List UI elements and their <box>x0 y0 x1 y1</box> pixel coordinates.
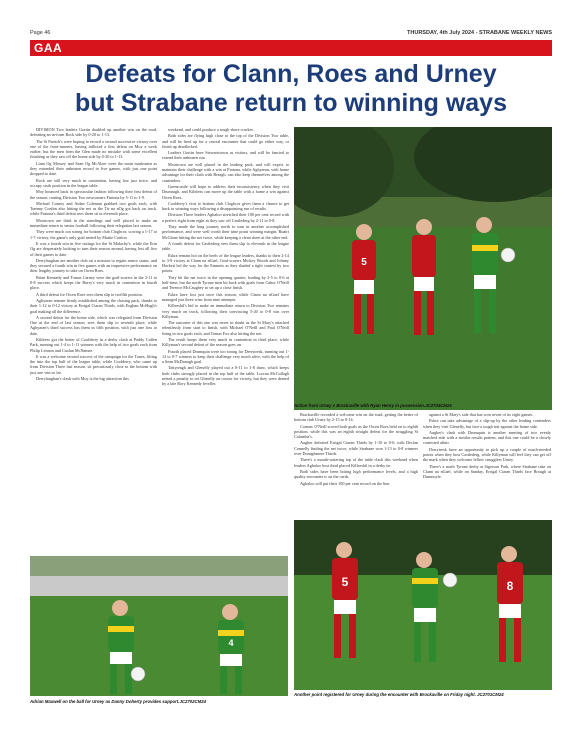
headline-line-1: Defeats for Clann, Roes and Urney <box>85 60 497 88</box>
article-paragraph: Eskra remain hot on the heels of the league leaders, thanks to their 2-14 to 3-9 victory at Clann na nGael. Goal-scorers Mickey Woods and Johnny Hackett led the way for the Emmets as they shaded a tight contest by two points. <box>162 252 289 274</box>
article-paragraph: DIVISION Two leaders Gortin doubled up another win on the road, defeating an in-form Rock side by 0-20 to 1-13. <box>30 127 157 138</box>
jersey-number-green: 4 <box>228 638 234 648</box>
issue-line: THURSDAY, 4th July 2024 - STRABANE WEEKLY NEWS <box>407 30 552 36</box>
article-column-3 <box>294 412 418 518</box>
photo-adrian-maxwell <box>30 556 288 696</box>
article-paragraph: weekend, and could produce a tough shore cracker. <box>168 127 254 132</box>
article-paragraph: Moortown are well placed in the leading pack, and will expect to maintain their challenge with a win at Fintona, while Aghyaran, with home advantage for their clash with Beragh, can also keep themselves among the contenders. <box>162 161 289 183</box>
article-paragraph: Tattyreagh and Glenelly played out a 0-11 to 1-8 draw, which keeps both clubs strongly placed in the top half of the table. Lorcan McCullagh netted a penalty to set Glenelly on course for victory, but they were denied by a late Rory Kennedy leveller. <box>162 365 289 387</box>
article-paragraph: Both sides have been hitting high performance levels, and a high quality encounter is on the cards. <box>294 468 418 480</box>
article-paragraph: The result keeps them very much in contention in third place, while Killyman's second defeat of the season goes on. <box>162 336 289 348</box>
article-paragraph: Division Three leaders Aghaloo stretched their 100 per cent record with a perfect eight from eight as they saw off Castlederg by 2-11 to 0-8. <box>162 212 289 223</box>
article-paragraph: Liam Og Mossey and Sean Og McAleer were the main marksmen as they extended their unbeaten record to five games, with just one point dropped to date. <box>30 160 157 177</box>
caption-bottom-left: Adrian Maxwell on the ball for Urney as Danny Doherty provides support.JC2702CM24 <box>30 699 206 704</box>
article-paragraph: Aghaloo will put their 100 per cent record on the line <box>300 480 390 486</box>
article-paragraph: Moortown are third in the standings and well placed to make an immediate return to senior football following their relegation last season. <box>30 217 157 229</box>
article-paragraph: Brackaville recorded a welcome win on the road, getting the better of bottom club Urney by 2-15 to 0-14. <box>294 412 418 423</box>
article-paragraph: There's a north Tyrone derby at Sigerson Park, where Strabane take on Clann na nGael, while on Sunday, Errigal Ciaran Thirds face Brough at Dunmoyle. <box>423 463 551 480</box>
article-paragraph: Eskra can take advantage of a slip-up by the other leading contenders when they visit Glenelly, but face a tough test against the home side. <box>423 418 551 429</box>
article-paragraph: They were much too strong for bottom club Cloghcor, scoring a 1-17 to 1-7 victory, the game's only goal netted by Mattie Conlon. <box>30 229 157 240</box>
article-paragraph: The St Patrick's were hoping to record a second successive victory over one of the front-runners, having inflicted a first defeat on Moy a week earlier, but the men from the Glen made no mistake with some excellent finishing as they saw off the home side by 0-20 to 1-13. <box>30 138 157 160</box>
photo-urney-v-brockaville <box>294 127 552 410</box>
article-paragraph: Both sides are flying high close to the top of the Division Two table, and will be fired up for a crucial encounter that could go either way, or finish up deadlocked. <box>162 133 289 149</box>
article-paragraph: Moy bounced back in spectacular fashion following their first defeat of the season, routing Division Two newcomers Fintona by 5-11 to 1-9. <box>30 189 157 200</box>
jersey-number-red-2: 8 <box>506 579 514 593</box>
article-paragraph: Aghyaran remain firmly established among the chasing pack, thanks to their 1-12 to 0-12 victory at Errigal Ciaran Thirds, with Eoghan McHugh's goal making all the difference. <box>30 297 157 314</box>
article-paragraph: Derrytresk have an opportunity to pick up a couple of much-needed points when they host Castlederg, while Killyman will feel they can get off the mark when they welcome fellow strugglers Urney. <box>423 446 551 463</box>
jersey-number: 5 <box>361 257 367 268</box>
article-column-4 <box>423 412 551 518</box>
section-label: GAA <box>34 41 63 55</box>
article-paragraph: Greencastle will hope to address their inconsistency when they visit Drumragh, and Kildress can move up the table with a home a win against Owen Roes. <box>162 183 289 200</box>
article-paragraph: Augher's clash with Drumquin is another meeting of two evenly matched side with a similar results pattern, and this one could be a closely contested affair. <box>423 429 551 446</box>
article-paragraph: Killeeshil's bid to make an immediate return to Division Two remains very much on track, following their convincing 5-20 to 0-8 win over Killyman. <box>162 303 289 319</box>
page-header <box>30 28 552 40</box>
article-paragraph: A third defeat for Owen Roes sees them slip to twelfth position. <box>36 291 143 297</box>
article-column-2 <box>162 127 289 557</box>
caption-bottom-right: Another point registered for Urney during the encounter with Brockaville on Friday night. JC2701CM24 <box>294 692 504 697</box>
article-paragraph: Derrylaughan are another club on a mission to regain senior status, and they secured a fourth win in five games with an impressive performance on their lengthy journey to take on Owen Roes. <box>30 257 157 274</box>
photo-urney-point <box>294 520 552 690</box>
article-paragraph: Augher defeated Errigal Ciaran Thirds by 1-10 to 0-6, with Declan Connelly finding the net twice, while Strabane won 1-13 to 0-8 winners over Donaghmore Thirds. <box>294 440 418 457</box>
jersey-number-red: 5 <box>341 575 349 589</box>
article-paragraph: A fourth defeat for Castlederg sees them slip to eleventh in the league table. <box>162 240 289 252</box>
article-paragraph: against a St Mary's side that has won seven of its eight games. <box>429 412 534 417</box>
article-paragraph: They made the long journey north to turn in another accomplished performance, and were well worth their nine point winning margin, Ruairi McGlone hitting the net twice, while keeping a clean sheet at the other end. <box>162 224 289 240</box>
headline <box>30 60 552 118</box>
section-bar <box>30 40 552 56</box>
page-number: Page 46 <box>30 30 51 36</box>
article-paragraph: Kildress got the better of Coolderry in a derby clash at Paddy Cullen Park, running out 1-4 to 1-11 winners with the help of two goals each from Philip Lennon and Caolan McNamee. <box>30 336 157 353</box>
article-paragraph: Fourth placed Drumquin were too strong for Derrytresk, running out 1-12 to 0-7 winners to keep their challenge very much alive, with the help of a Sean McDonagh goal. <box>162 348 289 365</box>
article-paragraph: Coolderry's visit to bottom club Cloghcor gives them a chance to get back to winning ways following a disappointing run of results. <box>162 200 289 212</box>
article-paragraph: A second defeat for the home side, which was relegated from Division One at the end of last season, sees them slip to seventh place, while Aghyaran's third success has them in fifth position, with just one loss to date. <box>30 314 157 336</box>
caption-top-right: Action from Urney v Brockaville with Ryan Henry in possession.JC2704CM24 <box>294 403 452 408</box>
article-paragraph: Rock are still very much in contention, having lost just twice, and occupy sixth position in the league table. <box>30 177 157 188</box>
article-paragraph: Derrylaughan's clash with Moy is the big attraction this <box>36 376 129 382</box>
headline-line-2: but Strabane return to winning ways <box>75 89 507 117</box>
article-paragraph: It was a welcome second success of the campaign for the Tones, lifting the into the top half of the league table, while Coolderry, who came up from Division Three last season, sit precariously close to the bottom with just one win so far. <box>30 353 157 375</box>
article-paragraph: Eskra have lost just once this season, while Clann na nGael have managed just three wins from nine attempts. <box>162 291 289 302</box>
article-paragraph: They hit the net twice in the opening quarter, leading by 2-5 to 0-6 at half-time, but the north Tyrone men hit back with goals from Cahor O'Neill and Terence McCaughey to set up a close finish. <box>162 274 289 291</box>
article-column-1 <box>30 127 157 557</box>
article-paragraph: Cormac O'Neill scored both goals as the Owen Roes held on to eighth position, while this was an eighth straight defeat for the struggling St Columba's. <box>294 423 418 440</box>
article-paragraph: Michael Conroy and Aidan Coleman grabbed two goals each, with Tommy Conlon also hitting the net as the Tir na nOg got back on track, while Fintona's third defeat sees them sit in eleventh place. <box>30 200 157 217</box>
article-paragraph: There's a mouth-watering top of the table clash this weekend when leaders Aghaloo host third placed Killeeshil in a derby tie. <box>294 457 418 468</box>
article-paragraph: Leaders Gortin have Stewartstown as visitors, and will be fancied to extend their unbeaten run. <box>162 150 289 161</box>
article-paragraph: It was a fourth win in five outings for the St Malachy's, while the Erin Og are desperately looking to turn their season around, having lost all five of their games to date. <box>30 240 157 257</box>
article-paragraph: Brian Kennedy and Tomas Carney were the goal-scorers in the 2-11 to 0-8 success which keeps the Burry's very much in contention in fourth place. <box>30 274 157 291</box>
article-paragraph: The outcome of this one was never in doubt as the St Mary's attacked relentlessly from start to finish, with Michael O'Neill and Paul O'Neill firing in two goals each, and Tomas Fox also hitting the net. <box>162 320 289 336</box>
